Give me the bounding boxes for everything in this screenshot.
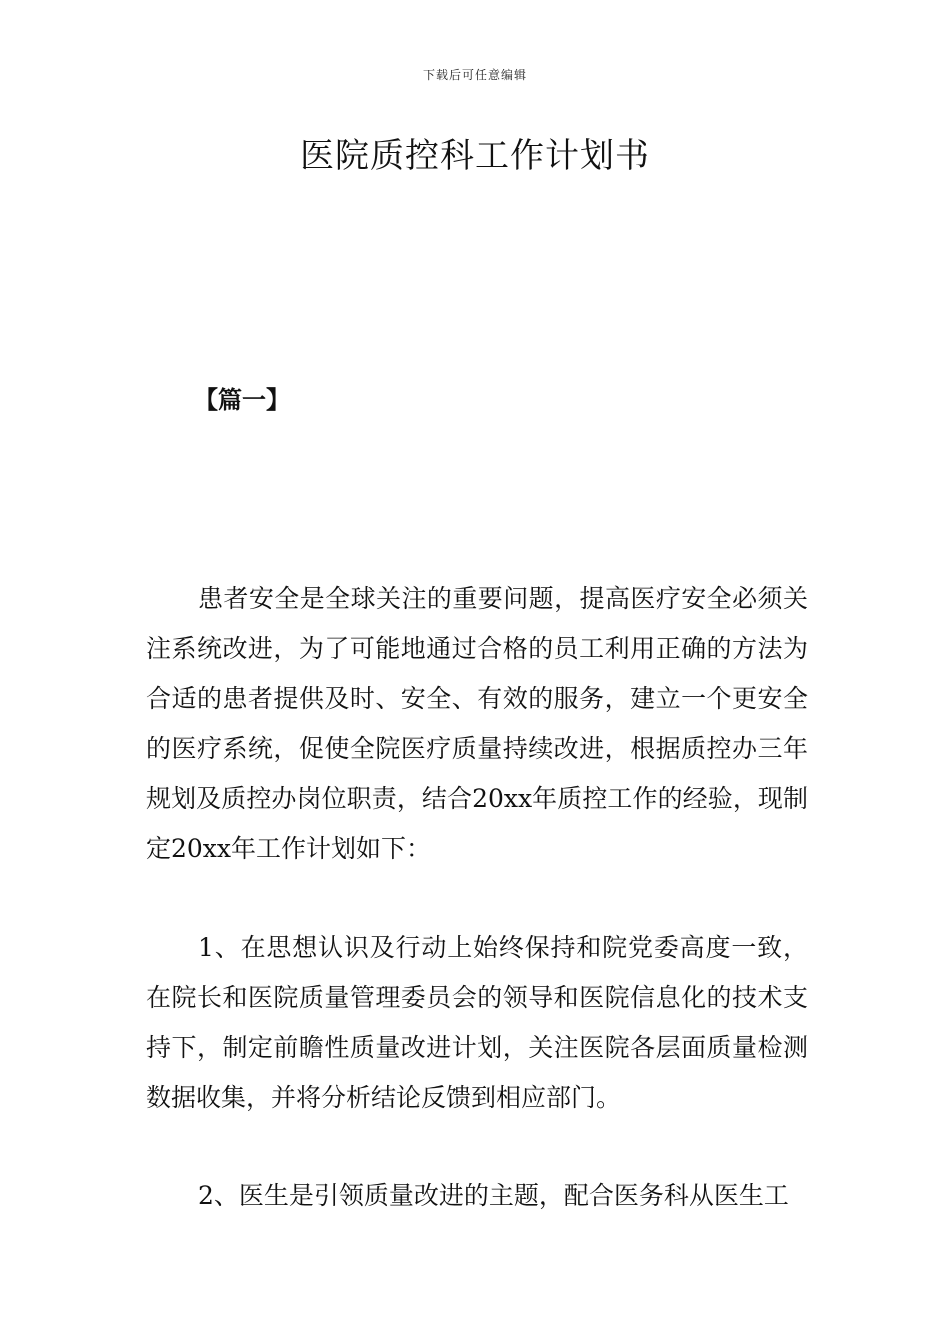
header-note: 下载后可任意编辑	[422, 68, 527, 82]
paragraph-item-2: 2、医生是引领质量改进的主题，配合医务科从医生工	[198, 1181, 789, 1210]
paragraph-item-1: 1、在思想认识及行动上始终保持和院党委高度一致，在院长和医院质量管理委员会的领导和医院信息化的技术支持下，制定前瞻性质量改进计划，关注医院各层面质量检测数据收集，并将分析结论反馈到相应部门。	[146, 933, 808, 1112]
section-label: 【篇一】	[194, 385, 290, 414]
paragraph-intro: 患者安全是全球关注的重要问题，提高医疗安全必须关注系统改进，为了可能地通过合格的员工利用正确的方法为合适的患者提供及时、安全、有效的服务，建立一个更安全的医疗系统，促使全院医疗质量持续改进，根据质控办三年规划及质控办岗位职责，结合20xx年质控工作的经验，现制定20xx年工作计划如下：	[146, 584, 808, 863]
document-title: 医院质控科工作计划书	[300, 136, 650, 176]
